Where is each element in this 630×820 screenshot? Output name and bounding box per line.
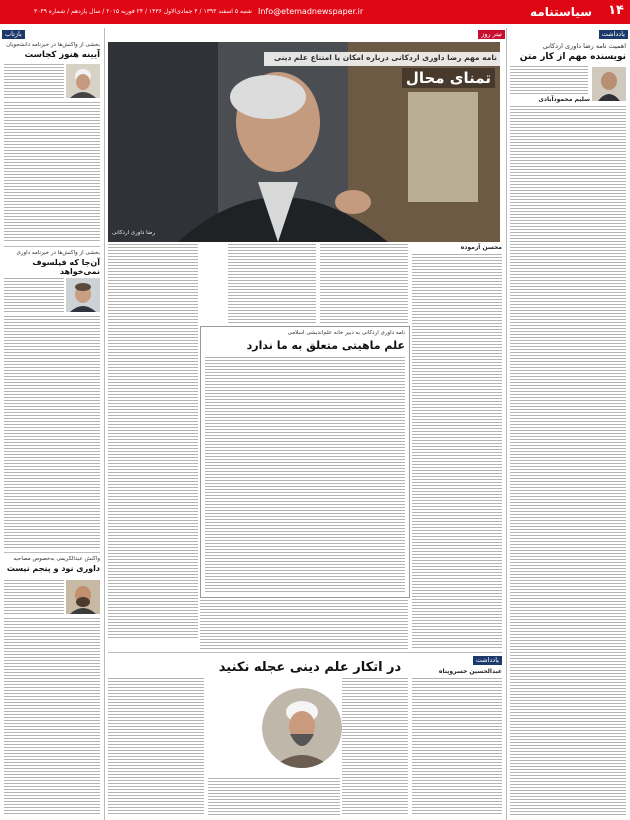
left-item3-title: داوری نود و پنجم نیست <box>6 564 100 573</box>
left-item2-text-top <box>4 278 64 314</box>
column-divider <box>506 28 507 820</box>
page-number: ۱۴ <box>608 3 624 18</box>
lower-divider <box>108 652 502 653</box>
left-item2-kicker: بخشی از واکنش‌ها در خبرنامه داوری <box>16 250 100 256</box>
quote-kicker: نامه داوری اردکانی به دبیر خانه علم‌اندیشی اسلامی <box>287 330 405 336</box>
quote-text <box>205 357 405 593</box>
right-column-label: یادداشت <box>599 30 628 39</box>
left-column-label: بازتاب <box>2 30 25 39</box>
quote-box <box>200 326 410 598</box>
section-name: سیاستنامه <box>529 5 592 19</box>
left-item1-text <box>4 102 100 242</box>
right-title: نویسنده مهم از کار متن <box>519 52 626 62</box>
left-divider-2 <box>4 552 100 553</box>
right-author: سلیم محمودآبادی <box>538 96 590 103</box>
center-column-label: تیتر روز <box>478 30 505 39</box>
lead-text-col-4 <box>108 244 198 640</box>
lead-author: محسن آزموده <box>460 244 502 251</box>
left-item1-title: آیینه هنوز کجاست <box>24 50 100 60</box>
lower-column-label: یادداشت <box>473 656 502 665</box>
lead-text-lower <box>200 600 408 650</box>
left-item2-text <box>4 316 100 548</box>
author-photo <box>592 67 626 101</box>
lead-text-col-1 <box>412 254 502 650</box>
bottom-text-col-2 <box>342 678 408 816</box>
left-divider-1 <box>4 246 100 247</box>
lead-title: تمنای محال <box>402 68 495 88</box>
lead-text-col-2 <box>320 244 408 324</box>
lead-photo-caption: رضا داوری اردکانی <box>112 230 156 236</box>
left-item2-title: آن‌جا که فیلسوف نمی‌خواهد <box>32 258 100 276</box>
bottom-photo <box>262 688 342 768</box>
left-item2-photo <box>66 278 100 312</box>
left-item3-kicker: واکنش عبدالکریمی به‌خصوص مصاحبه <box>13 556 100 562</box>
email-address[interactable]: Info@etemadnewspaper.ir <box>258 7 364 16</box>
right-column-text <box>510 106 626 816</box>
lead-text-col-3 <box>228 244 316 324</box>
quote-title: علم ماهیتی متعلق به ما ندارد <box>246 339 405 352</box>
date-line: شنبه ۵ اسفند ۱۳۹۳ / ۴ جمادی‌الاول ۱۴۳۶ / ۲۴ فوریه ۲۰۱۵ / سال یازدهم / شماره ۳۰۴۹ <box>34 8 252 15</box>
bottom-text-col-1 <box>412 678 502 816</box>
left-item1-kicker: بخشی از واکنش‌ها در خبرنامه دانشجویان <box>6 42 100 48</box>
right-kicker: اهمیت نامه رضا داوری اردکانی <box>542 42 626 50</box>
left-item3-photo <box>66 580 100 614</box>
bottom-text-under-photo <box>208 778 340 816</box>
bottom-text-col-3 <box>108 678 204 816</box>
bottom-title: در اتکار علم دینی عجله نکنید <box>218 660 402 675</box>
bottom-author: عبدالحسین خسروپناه <box>438 668 502 675</box>
left-item3-text <box>4 618 100 816</box>
page-header <box>0 0 630 24</box>
left-column-divider <box>104 28 105 820</box>
left-item1-text-top <box>4 64 64 100</box>
lead-kicker: نامه مهم رضا داوری اردکانی درباره امکان یا امتناع علم دینی <box>264 52 500 66</box>
right-text-top <box>510 66 588 94</box>
left-item1-photo <box>66 64 100 98</box>
left-item3-text-top <box>4 580 64 616</box>
